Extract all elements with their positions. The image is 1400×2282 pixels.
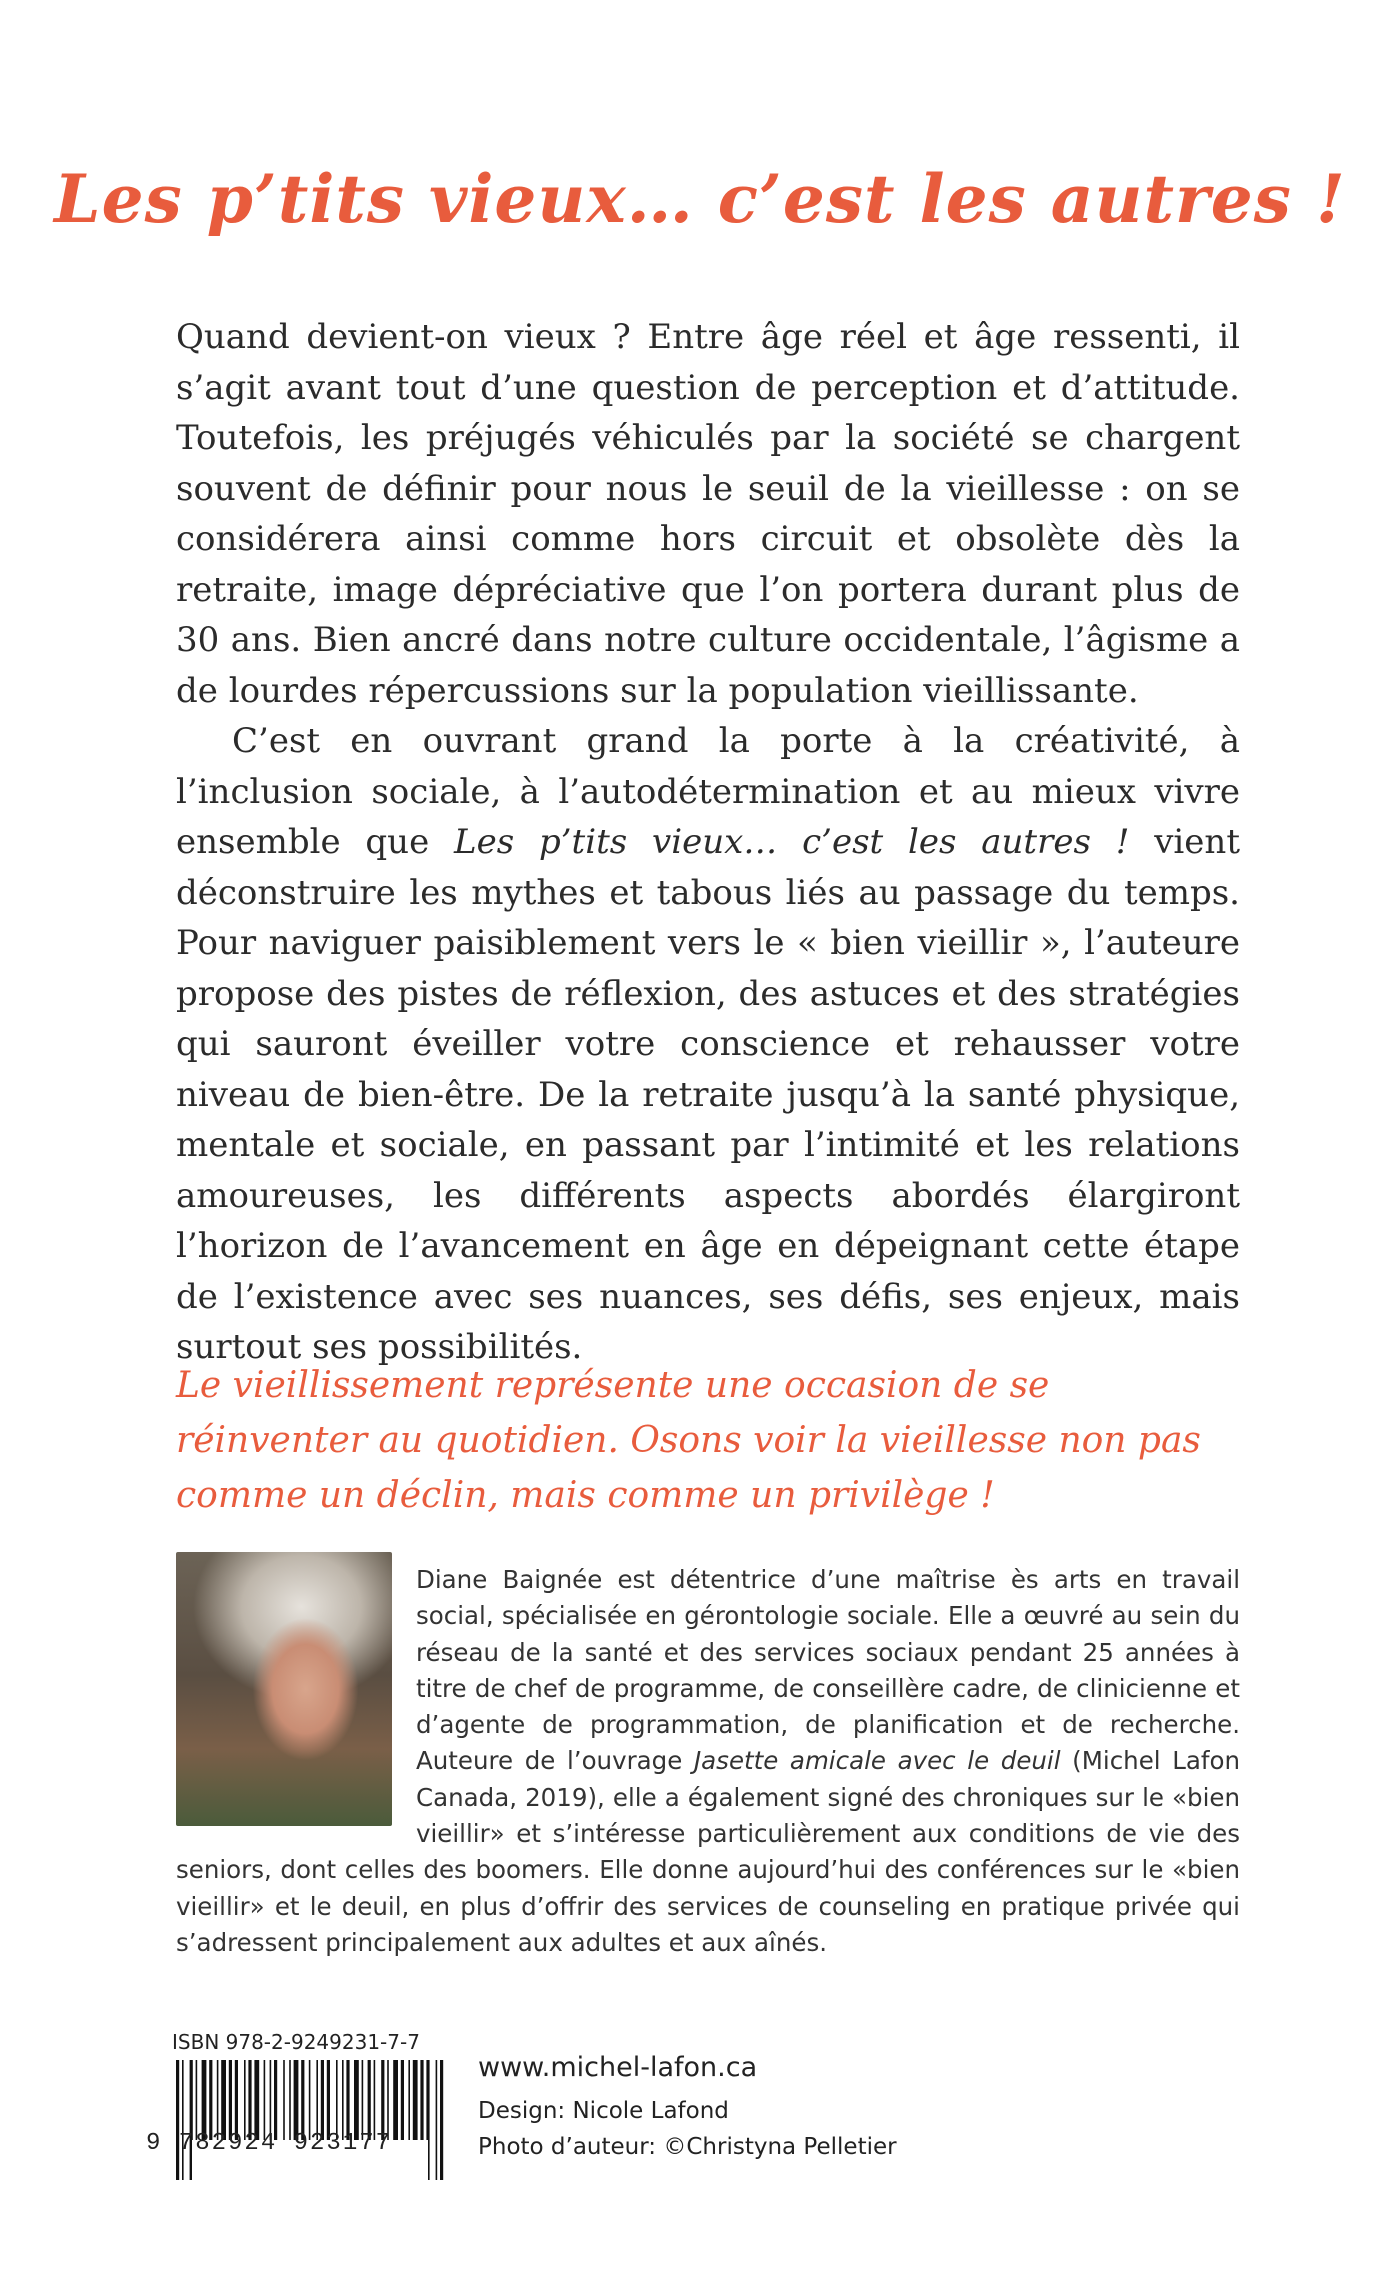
book-title-inline: Les p’tits vieux… c’est les autres ! [454,822,1130,862]
bio-book-title: Jasette amicale avec le deuil [693,1746,1061,1776]
description-paragraph-1: Quand devient-on vieux ? Entre âge réel et âge ressenti, il s’agit avant tout d’une question de perception et d’attitude. Toutefois, les préjugés véhiculés par la société se chargent souvent de définir pour nous le seuil de la vieillesse : on se considérera ainsi comme hors circuit et obsolète dès la retraite, image dépréciative que l’on portera durant plus de 30 ans. Bien ancré dans notre culture occidentale, l’âgisme a de lourdes répercussions sur la population vieillissante. [176,317,1240,711]
barcode [172,2060,448,2180]
author-bio-text: Diane Baignée est détentrice d’une maîtrise ès arts en travail social, spécialisée en gérontologie sociale. Elle a œuvré au sein du réseau de la santé et des services sociaux pendant 25 années à titre de chef de programme, de conseillère cadre, de clinicienne et d’agente de programmation, de planification et de recherche. Auteure de l’ouvrage Jasette amicale avec le deuil (Michel Lafon Canada, 2019), elle a également signé des chroniques sur le «bien vieillir» et s’intéresse particulièrement aux conditions de vie des seniors, dont celles des boomers. Elle donne aujourd’hui des conférences sur le «bien vieillir» et le deuil, en plus d’offrir des services de counseling en pratique privée qui s’adressent principalement aux adultes et aux aînés. [176,1565,1240,1957]
tagline: Le vieillissement représente une occasion de se réinventer au quotidien. Osons voir la vieillesse non pas comme un déclin, mais comme un privilège ! [176,1365,1201,1516]
barcode-bar [440,2060,443,2180]
barcode-bar [182,2060,184,2180]
description [176,312,1240,1373]
author-photo [176,1552,392,1826]
barcode-bar [436,2060,438,2180]
photo-credit: Photo d’auteur: ©Christyna Pelletier [478,2134,897,2160]
book-title: Les p’tits vieux… c’est les autres ! [54,160,1346,238]
barcode-digits: 9 782924 923177 [146,2130,393,2157]
author-bio [176,1562,1240,1961]
barcode-bar [176,2060,179,2180]
description-paragraph-2: C’est en ouvrant grand la porte à la créativité, à l’inclusion sociale, à l’autodétermination et au mieux vivre ensemble que Les p’tits vieux… c’est les autres ! vient déconstruire les mythes et tabous liés au passage du temps. Pour naviguer paisiblement vers le « bien vieillir », l’auteure propose des pistes de réflexion, des astuces et des stratégies qui sauront éveiller votre conscience et rehausser votre niveau de bien-être. De la retraite jusqu’à la santé physique, mentale et sociale, en passant par l’intimité et les relations amoureuses, les différents aspects abordés élargiront l’horizon de l’avancement en âge en dépeignant cette étape de l’existence avec ses nuances, ses défis, ses enjeux, mais surtout ses possibilités. [176,721,1240,1367]
isbn: ISBN 978-2-9249231-7-7 [172,2030,420,2054]
design-credit: Design: Nicole Lafond [478,2098,729,2124]
publisher-website: www.michel-lafon.ca [478,2052,758,2083]
